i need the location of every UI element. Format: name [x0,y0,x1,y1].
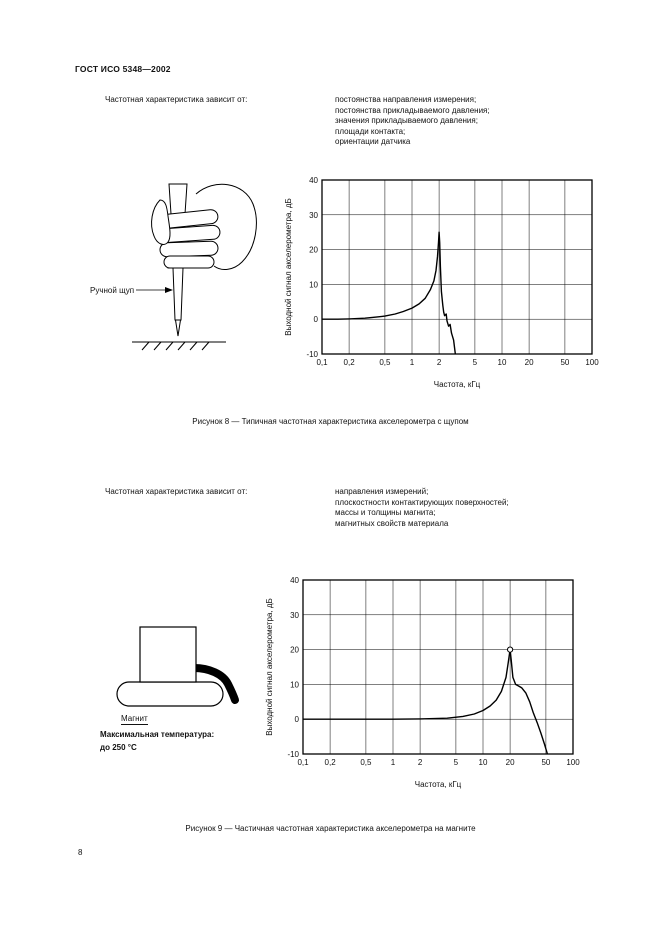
svg-text:5: 5 [472,358,478,367]
list-item: постоянства направления измерения; [335,95,477,104]
hand-probe-illustration [88,172,268,364]
svg-text:0,1: 0,1 [316,358,328,367]
page-number: 8 [78,848,83,857]
list-item: постоянства прикладываемого давления; [335,105,490,115]
frequency-response-chart [263,568,585,790]
frequency-response-chart [282,168,604,390]
figure8-caption: Рисунок 8 — Типичная частотная характеристика акселерометра с щупом [192,417,469,426]
temperature-line: до 250 °С [100,743,137,752]
list-item: площади контакта; [335,126,406,136]
svg-text:10: 10 [309,280,318,290]
svg-text:Частота, кГц: Частота, кГц [433,380,481,389]
figure9-caption: Рисунок 9 — Частичная частотная характеристика акселерометра на магните [185,824,476,833]
svg-text:-10: -10 [306,350,318,359]
list-item: магнитных свойств материала [335,518,449,528]
svg-text:100: 100 [566,758,580,767]
svg-text:20: 20 [290,645,299,655]
list-item: значения прикладываемого давления; [335,116,478,125]
svg-text:20: 20 [309,245,318,255]
surface-line [132,342,226,350]
svg-text:-10: -10 [287,750,299,759]
svg-text:10: 10 [290,680,299,690]
svg-text:Выходной сигнал акселерометра,: Выходной сигнал акселерометра, дБ [265,598,274,736]
fingers [152,200,221,268]
svg-text:0,2: 0,2 [343,358,355,367]
section1-list [335,95,490,148]
section2-intro: Частотная характеристика зависит от: [105,487,248,496]
probe-label: Ручной щуп [90,286,135,295]
leader-arrow [136,287,173,293]
svg-text:0,2: 0,2 [324,758,336,767]
svg-text:100: 100 [585,358,599,367]
document-header: ГОСТ ИСО 5348—2002 [75,64,171,74]
svg-text:0,5: 0,5 [360,758,372,767]
temperature-note [100,728,214,754]
svg-text:40: 40 [309,176,318,185]
svg-text:10: 10 [478,758,488,767]
svg-text:0,5: 0,5 [379,358,391,367]
svg-text:1: 1 [409,358,415,367]
list-item: массы и толщины магнита; [335,508,436,517]
svg-text:40: 40 [290,576,299,585]
svg-text:50: 50 [560,358,570,367]
svg-text:20: 20 [505,758,515,767]
section2-list [335,487,509,529]
svg-text:2: 2 [436,358,442,367]
svg-text:0: 0 [294,715,299,725]
magnet-label: Магнит [121,714,148,723]
list-item: ориентации датчика [335,137,411,146]
svg-text:30: 30 [290,610,299,620]
magnet-base [117,682,223,706]
figure9-frequency-chart [263,568,585,795]
svg-text:5: 5 [453,758,459,767]
svg-text:Частота, кГц: Частота, кГц [414,780,462,789]
svg-text:20: 20 [524,358,534,367]
magnet-accelerometer-illustration [95,622,245,714]
figure8-frequency-chart [282,168,604,395]
svg-text:1: 1 [390,758,396,767]
svg-text:0: 0 [313,315,318,325]
svg-text:0,1: 0,1 [297,758,309,767]
section1-intro: Частотная характеристика зависит от: [105,95,248,104]
list-item: направления измерений; [335,487,429,496]
svg-text:10: 10 [497,358,507,367]
svg-text:30: 30 [309,210,318,220]
temperature-line: Максимальная температура: [100,730,215,739]
accelerometer-block [140,627,196,682]
svg-text:50: 50 [541,758,551,767]
svg-text:2: 2 [417,758,423,767]
list-item: плоскостности контактирующих поверхностей; [335,497,509,507]
svg-text:Выходной сигнал акселерометра,: Выходной сигнал акселерометра, дБ [284,198,293,336]
